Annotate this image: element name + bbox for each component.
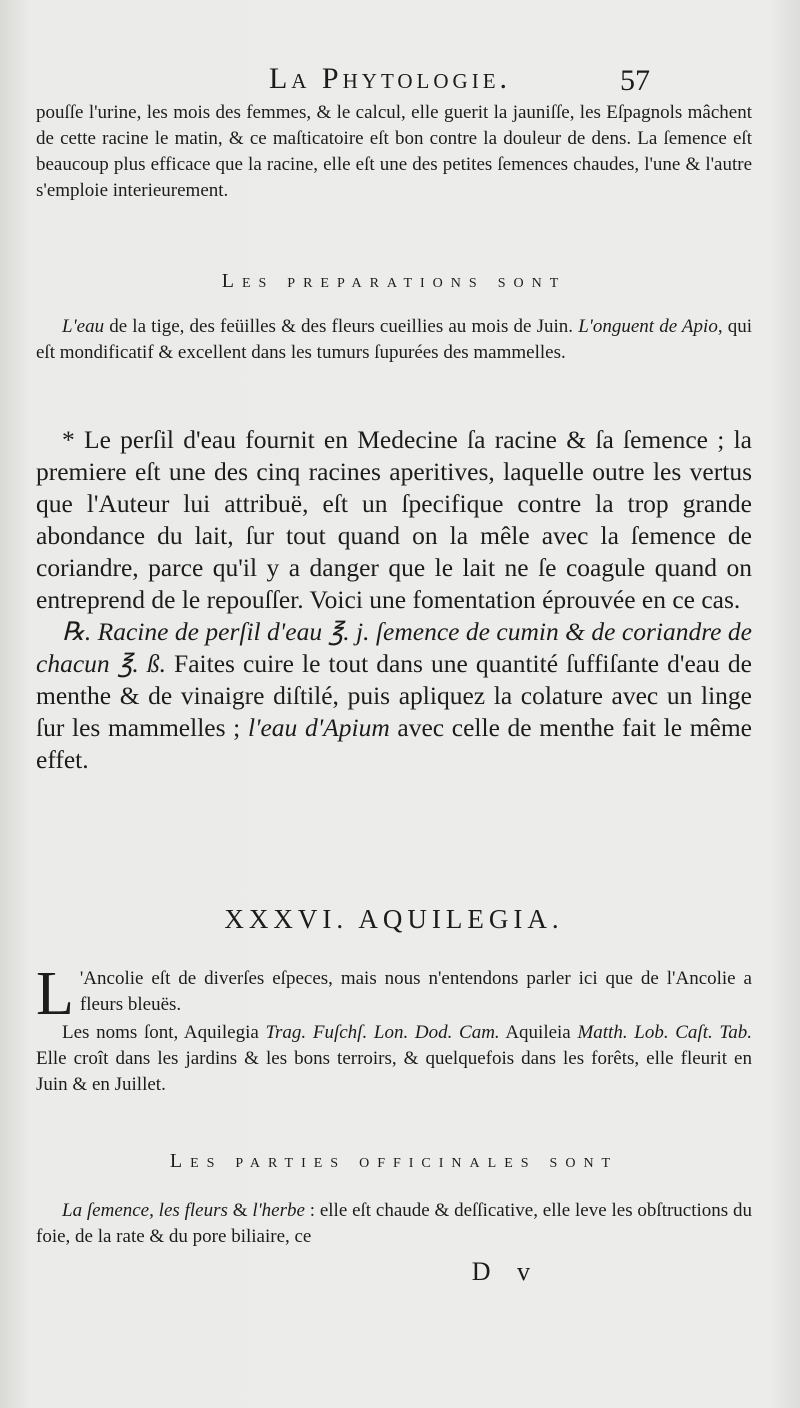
parties-label-2: l'herbe: [252, 1200, 305, 1221]
names-mid: Aquileia: [499, 1022, 578, 1043]
note-block: [36, 424, 752, 776]
page-number: 57: [620, 64, 650, 97]
article-title: XXXVI. AQUILEGIA.: [224, 904, 564, 934]
names-authors-1: Trag. Fuſchſ. Lon. Dod. Cam.: [265, 1022, 500, 1043]
top-paragraph: pouſſe l'urine, les mois des femmes, & le calcul, elle guerit la jauniſſe, les Eſpagnols mâchent de cette racine le matin, & ce maſticatoire eſt bon contre la douleur de dens. La ſemence eſt beaucoup plus efficace que la racine, elle eſt une des petites ſemences chaudes, l'une & l'autre s'emploie interieurement.: [36, 102, 752, 201]
recipe-label: ℞. Racine de perſil d'eau ℥. j. ſemence de cumin & de coriandre de chacun ℥. ß.: [36, 617, 752, 678]
aquilegia-block: [36, 960, 752, 1098]
names-authors-2: Matth. Lob. Caſt. Tab.: [577, 1022, 752, 1043]
parties-mid: &: [227, 1200, 253, 1221]
recipe-text: Faites cuire le tout dans une quantité ſuffiſante d'eau de menthe & de vinaigre diſtilé, puis apliquez la colature avec un linge ſur les mammelles ;: [36, 649, 752, 742]
aquilegia-names: [36, 1020, 752, 1098]
running-title: La Phytologie.: [268, 62, 512, 95]
onguent-text: , qui eſt mondificatif & excellent dans les tumurs ſupurées des mammelles.: [36, 316, 753, 363]
names-end: Elle croît dans les jardins & les bons terroirs, & quelquefois dans les forêts, elle fleurit en Juin & en Juillet.: [36, 1048, 752, 1095]
signature-mark: D v: [471, 1257, 540, 1286]
eau-text: de la tige, des feüilles & des fleurs cueillies au mois de Juin.: [104, 316, 579, 337]
recipe-paragraph: [36, 616, 752, 776]
onguent-label: L'onguent de Apio: [578, 316, 718, 337]
note-paragraph: * Le perſil d'eau fournit en Medecine ſa racine & ſa ſemence ; la premiere eſt une des cinq racines aperitives, laquelle outre les vertus que l'Auteur lui attribuë, eſt un ſpecifique contre la trop grande abondance du lait, ſur tout quand on la mêle avec la ſemence de coriandre, parce qu'il y a danger que le lait ne ſe coagule quand on entreprend de le repouſſer. Voici une fomentation éprouvée en ce cas.: [36, 425, 752, 614]
apium-label: l'eau d'Apium: [247, 713, 390, 742]
parties-text: : elle eſt chaude & deſſicative, elle leve les obſtructions du foie, de la rate & du pore biliaire, ce: [36, 1200, 753, 1247]
dropcap-letter: L: [36, 960, 74, 1028]
apium-text: avec celle de menthe fait le même effet.: [36, 713, 752, 774]
parties-block: [36, 1198, 752, 1250]
heading-preparations: Les preparations sont: [221, 270, 567, 292]
preparations-paragraph: [36, 314, 752, 366]
names-start: Les noms ſont, Aquilegia: [62, 1022, 266, 1043]
top-paragraph-block: [36, 100, 752, 204]
aquilegia-intro-text: 'Ancolie eſt de diverſes eſpeces, mais nous n'entendons parler ici que de l'Ancolie a fleurs bleuës.: [79, 968, 752, 1015]
page-header: [0, 62, 800, 102]
preparations-block: [36, 314, 752, 366]
heading-parties: Les parties officinales sont: [169, 1150, 619, 1172]
parties-label: La ſemence, les fleurs: [62, 1200, 228, 1221]
eau-label: L'eau: [62, 316, 105, 337]
parties-paragraph: [36, 1198, 752, 1250]
aquilegia-intro: [36, 960, 752, 1028]
